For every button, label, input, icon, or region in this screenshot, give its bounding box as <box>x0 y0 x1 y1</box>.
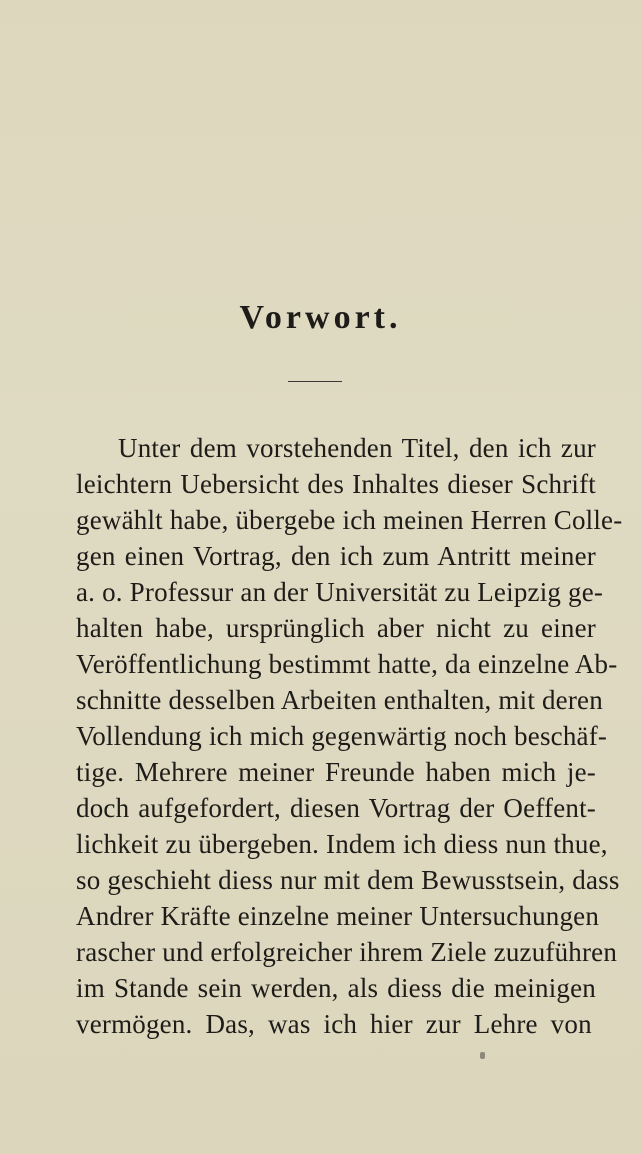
page-title: Vorwort. <box>239 299 402 336</box>
text-line-15: rascher und erfolgreicher ihrem Ziele zuzuführen <box>76 937 618 967</box>
text-line-4: gen einen Vortrag, den ich zum Antritt meiner <box>76 541 596 571</box>
text-line-11: doch aufgefordert, diesen Vortrag der Oeffent- <box>76 793 596 823</box>
text-line-2: leichtern Uebersicht des Inhaltes dieser Schrift <box>76 469 596 499</box>
text-line-17: vermögen. Das, was ich hier zur Lehre von <box>76 1009 592 1039</box>
text-line-6: halten habe, ursprünglich aber nicht zu einer <box>76 613 596 643</box>
text-line-10: tige. Mehrere meiner Freunde haben mich je- <box>76 757 596 787</box>
text-line-1: Unter dem vorstehenden Titel, den ich zur <box>118 433 596 463</box>
text-line-9: Vollendung ich mich gegenwärtig noch beschäf- <box>76 721 608 751</box>
text-line-8: schnitte desselben Arbeiten enthalten, mit deren <box>76 685 603 715</box>
title-divider <box>288 381 342 382</box>
text-line-5: a. o. Professur an der Universität zu Leipzig ge- <box>76 577 604 607</box>
text-line-7: Veröffentlichung bestimmt hatte, da einzelne Ab- <box>76 649 618 679</box>
text-line-12: lichkeit zu übergeben. Indem ich diess nun thue, <box>76 829 608 859</box>
text-line-3: gewählt habe, übergebe ich meinen Herren Colle- <box>76 505 623 535</box>
text-line-13: so geschieht diess nur mit dem Bewusstsein, dass <box>76 865 620 895</box>
text-line-14: Andrer Kräfte einzelne meiner Untersuchungen <box>76 901 600 931</box>
ink-speck <box>480 1052 485 1059</box>
text-line-16: im Stande sein werden, als diess die meinigen <box>76 973 596 1003</box>
